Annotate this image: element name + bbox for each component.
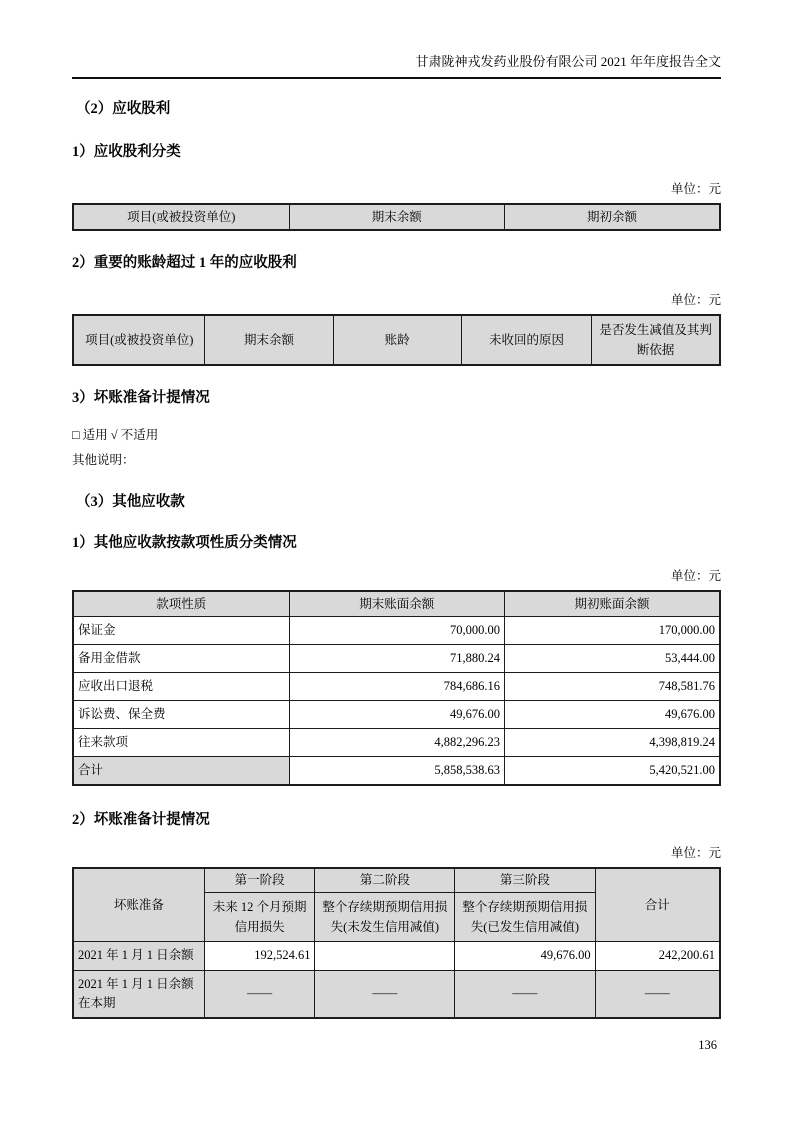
table-header-cell: 期末余额 (205, 315, 333, 365)
table-cell: —— (315, 970, 455, 1018)
overdue-dividends-table (72, 314, 721, 366)
table-cell: —— (455, 970, 595, 1018)
unit-label-4: 单位：元 (670, 846, 721, 860)
table-cell: 往来款项 (73, 729, 289, 757)
heading-dividends-classification: 1）应收股利分类 (72, 144, 181, 160)
table-cell: 应收出口退税 (73, 673, 289, 701)
table-row (73, 970, 720, 1018)
total-header-cell: 合计 (595, 868, 720, 941)
table-header-cell: 期末余额 (289, 204, 504, 230)
table-cell: 49,676.00 (455, 941, 595, 970)
table-cell: 784,686.16 (289, 673, 504, 701)
table-row (73, 645, 720, 673)
table-cell: 5,420,521.00 (505, 757, 720, 786)
heading-bad-debt-provision-dividends: 3）坏账准备计提情况 (72, 390, 210, 406)
table-cell: 4,882,296.23 (289, 729, 504, 757)
table-header-cell: 未收回的原因 (461, 315, 592, 365)
table-row (73, 617, 720, 645)
bad-debt-provision-stages-table (72, 867, 721, 1019)
table-cell: 242,200.61 (595, 941, 720, 970)
table-cell: 5,858,538.63 (289, 757, 504, 786)
table-header-row (73, 204, 720, 230)
table-cell: 170,000.00 (505, 617, 720, 645)
table-cell: 4,398,819.24 (505, 729, 720, 757)
table-header-cell: 项目(或被投资单位) (73, 204, 289, 230)
heading-receivable-dividends: （2）应收股利 (76, 101, 171, 117)
corner-header-cell: 坏账准备 (73, 868, 204, 941)
heading-overdue-dividends: 2）重要的账龄超过 1 年的应收股利 (72, 255, 297, 271)
stage-header-cell: 第二阶段 (315, 868, 455, 892)
table-row (73, 941, 720, 970)
table-row (73, 701, 720, 729)
header-rule (72, 77, 721, 79)
page-number: 136 (698, 1038, 717, 1052)
table-header-cell: 是否发生减值及其判断依据 (592, 315, 720, 365)
table-header-cell: 账龄 (333, 315, 461, 365)
table-header-row (73, 868, 720, 892)
table-header-cell: 期初账面余额 (505, 591, 720, 617)
table-header-cell: 期初余额 (505, 204, 720, 230)
table-row (73, 729, 720, 757)
total-label-cell: 合计 (73, 757, 289, 786)
row-label-cell: 2021 年 1 月 1 日余额 (73, 941, 204, 970)
table-cell (315, 941, 455, 970)
table-header-cell: 项目(或被投资单位) (73, 315, 205, 365)
table-cell: 71,880.24 (289, 645, 504, 673)
document-header (72, 0, 721, 70)
table-cell: —— (595, 970, 720, 1018)
table-cell: 53,444.00 (505, 645, 720, 673)
heading-other-receivables: （3）其他应收款 (76, 494, 185, 510)
other-receivables-nature-table (72, 590, 721, 786)
stage-header-cell: 第三阶段 (455, 868, 595, 892)
table-cell: 49,676.00 (505, 701, 720, 729)
table-header-row (73, 315, 720, 365)
table-cell: 诉讼费、保全费 (73, 701, 289, 729)
table-cell: 192,524.61 (204, 941, 315, 970)
stage-subheader-cell: 整个存续期预期信用损失(未发生信用减值) (315, 892, 455, 941)
table-cell: 748,581.76 (505, 673, 720, 701)
stage-subheader-cell: 未来 12 个月预期信用损失 (204, 892, 315, 941)
unit-label-3: 单位：元 (670, 569, 721, 583)
table-total-row (73, 757, 720, 786)
row-label-cell: 2021 年 1 月 1 日余额在本期 (73, 970, 204, 1018)
table-cell: 70,000.00 (289, 617, 504, 645)
unit-label-1: 单位：元 (670, 182, 721, 196)
document-title: 甘肃陇神戎发药业股份有限公司 2021 年年度报告全文 (415, 54, 721, 69)
stage-header-cell: 第一阶段 (204, 868, 315, 892)
table-header-cell: 款项性质 (73, 591, 289, 617)
dividends-classification-table (72, 203, 721, 231)
heading-other-receivables-nature: 1）其他应收款按款项性质分类情况 (72, 535, 297, 551)
table-cell: —— (204, 970, 315, 1018)
table-cell: 保证金 (73, 617, 289, 645)
table-cell: 49,676.00 (289, 701, 504, 729)
other-note-label: 其他说明： (72, 453, 135, 467)
stage-subheader-cell: 整个存续期预期信用损失(已发生信用减值) (455, 892, 595, 941)
table-header-cell: 期末账面余额 (289, 591, 504, 617)
unit-label-2: 单位：元 (670, 293, 721, 307)
table-header-row (73, 591, 720, 617)
heading-bad-debt-provision-other: 2）坏账准备计提情况 (72, 812, 210, 828)
applicability-line: □ 适用 √ 不适用 (72, 428, 159, 442)
table-row (73, 673, 720, 701)
table-cell: 备用金借款 (73, 645, 289, 673)
